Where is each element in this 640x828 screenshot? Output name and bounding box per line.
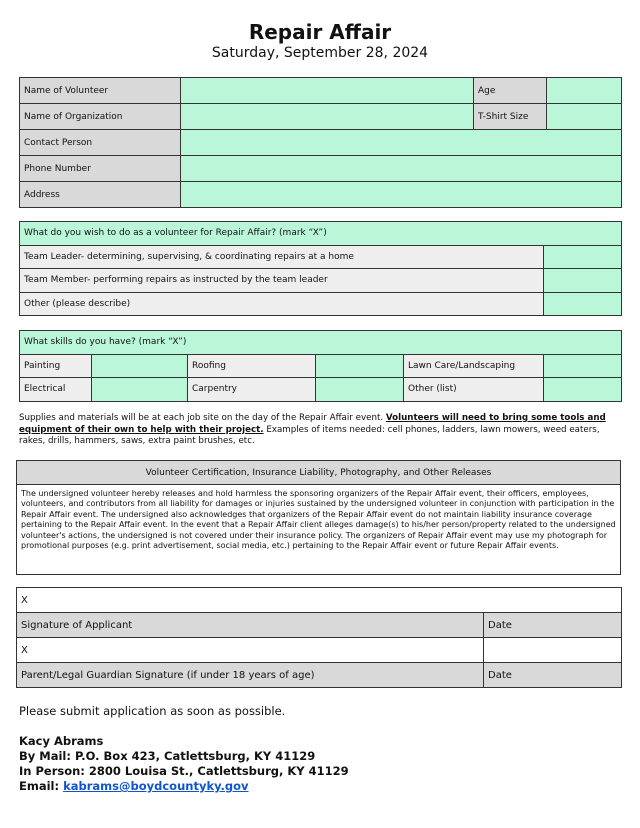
certification-title: Volunteer Certification, Insurance Liability, Photography, and Other Releases bbox=[17, 461, 621, 485]
skill-painting-label: Painting bbox=[20, 354, 92, 378]
name-of-organization-label: Name of Organization bbox=[20, 104, 181, 130]
age-field[interactable] bbox=[547, 78, 622, 104]
address-field[interactable] bbox=[181, 182, 622, 208]
role-other-mark[interactable] bbox=[544, 292, 622, 316]
name-of-volunteer-field[interactable] bbox=[181, 78, 474, 104]
applicant-signature-label: Signature of Applicant bbox=[17, 613, 484, 638]
skill-other-mark[interactable] bbox=[544, 378, 622, 402]
page-title: Repair Affair bbox=[248, 20, 392, 44]
contact-person-field[interactable] bbox=[181, 130, 622, 156]
certification-body: The undersigned volunteer hereby releases and hold harmless the sponsoring organizers of the Repair Affair event, their officers, employees, volunteers, and contributors from all liability for damages or injuries sustained by the undersigned volunteer in conjunction with participation in the Repair Affair event. The undersigned also acknowledges that organizers of the Repair Affair event do not maintain liability insurance coverage pertaining to the Repair Affair event. In the event that a Repair Affair client alleges damage(s) to his/her person/property related to the undersigned volunteer's actions, the undersigned is not covered under their insurance policy. The organizers of Repair Affair event may use my photograph for promotional purposes (e.g. print advertisement, social media, etc.) pertaining to the Repair Affair event or future Repair Affair events. bbox=[17, 485, 621, 575]
email-label: Email: bbox=[19, 779, 64, 793]
phone-number-label: Phone Number bbox=[20, 156, 181, 182]
role-option-label: Other (please describe) bbox=[20, 292, 544, 316]
skills-table bbox=[19, 330, 622, 402]
phone-number-field[interactable] bbox=[181, 156, 622, 182]
supplies-text: Supplies and materials will be at each job site on the day of the Repair Affair event. bbox=[19, 413, 386, 423]
event-date: Saturday, September 28, 2024 bbox=[211, 45, 429, 61]
role-option-label: Team Leader- determining, supervising, & coordinating repairs at a home bbox=[20, 245, 544, 269]
skills-question: What skills do you have? (mark “X”) bbox=[20, 331, 622, 355]
supplies-note bbox=[19, 413, 621, 448]
applicant-date-label: Date bbox=[484, 613, 622, 638]
contact-person-label: Contact Person bbox=[20, 130, 181, 156]
email-line bbox=[19, 779, 349, 794]
skill-roofing-label: Roofing bbox=[188, 354, 316, 378]
supplies-examples: Examples of items needed: cell phones, ladders, lawn mowers, weed eaters, rakes, drills, hammers, saws, extra paint brushes, etc. bbox=[19, 424, 600, 447]
role-team-member-mark[interactable] bbox=[544, 269, 622, 293]
guardian-signature-field[interactable]: X bbox=[17, 638, 484, 663]
volunteer-info-table bbox=[19, 77, 622, 208]
skill-other-label: Other (list) bbox=[404, 378, 544, 402]
name-of-organization-field[interactable] bbox=[181, 104, 474, 130]
email-link[interactable]: kabrams@boydcountyky.gov bbox=[63, 779, 249, 793]
tshirt-size-field[interactable] bbox=[547, 104, 622, 130]
tshirt-size-label: T-Shirt Size bbox=[474, 104, 547, 130]
guardian-date-field[interactable] bbox=[484, 638, 622, 663]
skill-lawn-care-label: Lawn Care/Landscaping bbox=[404, 354, 544, 378]
age-label: Age bbox=[474, 78, 547, 104]
volunteer-role-question: What do you wish to do as a volunteer for Repair Affair? (mark “X”) bbox=[20, 222, 622, 246]
contact-block bbox=[19, 734, 349, 794]
skill-roofing-mark[interactable] bbox=[316, 354, 404, 378]
name-of-volunteer-label: Name of Volunteer bbox=[20, 78, 181, 104]
skill-carpentry-mark[interactable] bbox=[316, 378, 404, 402]
role-option-label: Team Member- performing repairs as instructed by the team leader bbox=[20, 269, 544, 293]
guardian-date-label: Date bbox=[484, 663, 622, 688]
volunteer-role-table bbox=[19, 221, 622, 316]
address-label: Address bbox=[20, 182, 181, 208]
guardian-signature-label: Parent/Legal Guardian Signature (if under 18 years of age) bbox=[17, 663, 484, 688]
in-person-address: In Person: 2800 Louisa St., Catlettsburg, KY 41129 bbox=[19, 764, 349, 778]
skill-electrical-mark[interactable] bbox=[92, 378, 188, 402]
skill-lawn-care-mark[interactable] bbox=[544, 354, 622, 378]
mail-address: By Mail: P.O. Box 423, Catlettsburg, KY 41129 bbox=[19, 749, 316, 763]
submit-instructions: Please submit application as soon as possible. bbox=[19, 704, 286, 718]
role-team-leader-mark[interactable] bbox=[544, 245, 622, 269]
skill-painting-mark[interactable] bbox=[92, 354, 188, 378]
skill-carpentry-label: Carpentry bbox=[188, 378, 316, 402]
skill-electrical-label: Electrical bbox=[20, 378, 92, 402]
certification-table bbox=[16, 460, 621, 575]
signature-table bbox=[16, 587, 622, 688]
applicant-signature-field[interactable]: X bbox=[17, 588, 622, 613]
contact-name: Kacy Abrams bbox=[19, 734, 104, 748]
supplies-bold-text: Volunteers will need to bring some tools and equipment of their own to help with their project. bbox=[19, 413, 606, 435]
